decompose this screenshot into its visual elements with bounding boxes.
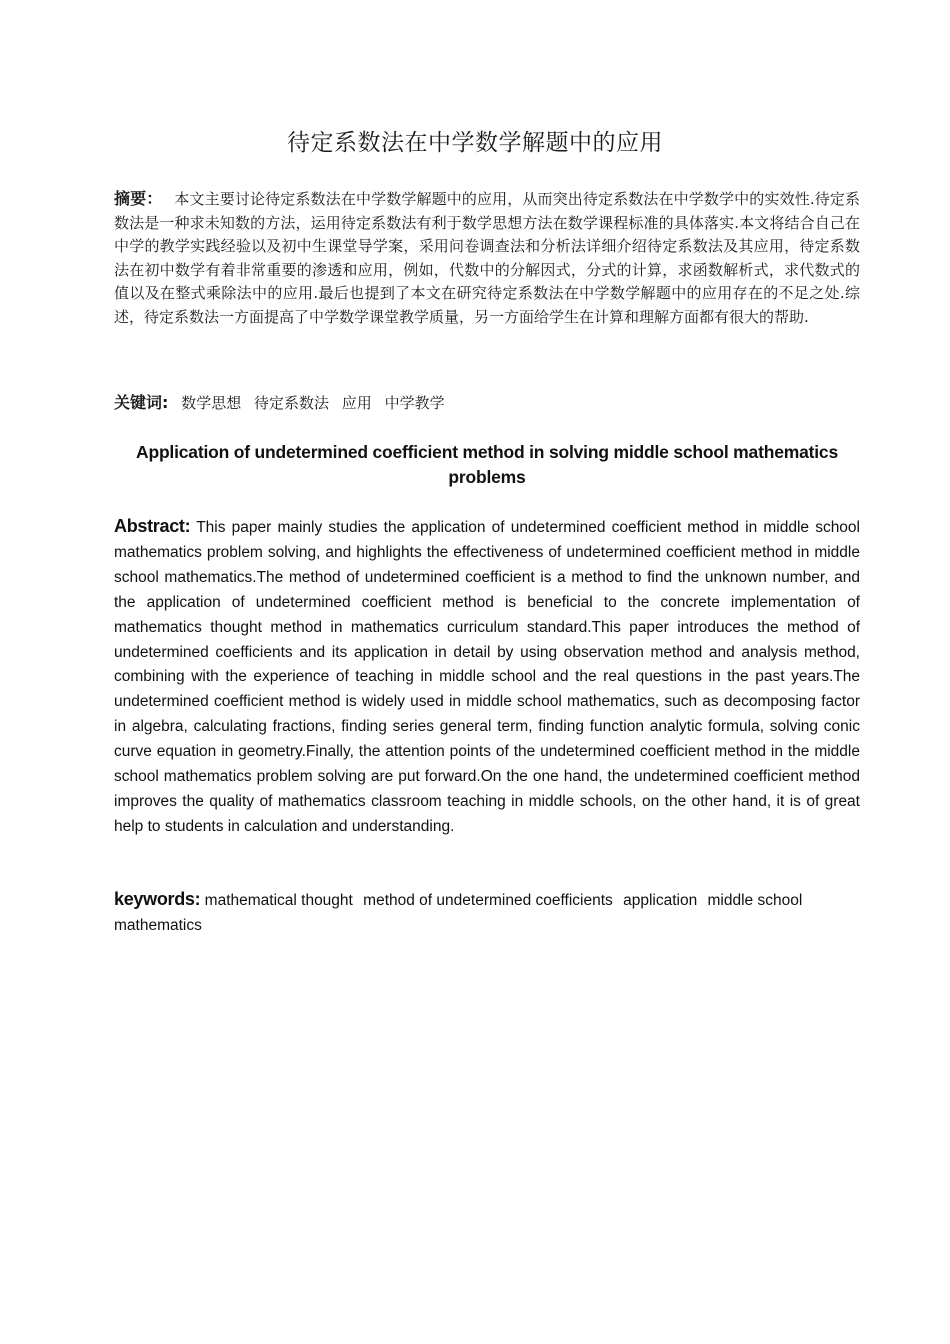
english-abstract-label: Abstract: — [114, 516, 191, 536]
english-title: Application of undetermined coefficient method in solving middle school mathematics problems — [136, 442, 838, 487]
chinese-title: 待定系数法在中学数学解题中的应用 — [287, 130, 663, 156]
chinese-keywords-label: 关键词: — [114, 393, 169, 412]
chinese-keywords — [114, 391, 860, 415]
chinese-abstract-label: 摘要： — [114, 189, 163, 208]
chinese-abstract-text: 本文主要讨论待定系数法在中学数学解题中的应用，从而突出待定系数法在中学数学中的实效性.待定系数法是一种求未知数的方法，运用待定系数法有利于数学思想方法在数学课程标准的具体落实.本文将结合自己在中学的教学实践经验以及初中生课堂导学案，采用问卷调查法和分析法详细介绍待定系数法及其应用，待定系数法在初中数学有着非常重要的渗透和应用，例如，代数中的分解因式，分式的计算，求函数解析式，求代数式的值以及在整式乘除法中的应用.最后也提到了本文在研究待定系数法在中学数学解题中的应用存在的不足之处.综述，待定系数法一方面提高了中学数学课堂教学质量，另一方面给学生在计算和理解方面都有很大的帮助. — [114, 190, 860, 326]
english-abstract — [114, 514, 860, 840]
english-keyword: middle school mathematics — [114, 892, 803, 934]
chinese-keyword: 待定系数法 — [253, 394, 329, 412]
chinese-keyword: 中学教学 — [384, 394, 445, 412]
chinese-abstract — [114, 187, 860, 329]
english-keywords-label: keywords: — [114, 889, 201, 909]
chinese-keyword: 应用 — [341, 394, 372, 412]
english-abstract-text: This paper mainly studies the application of undetermined coefficient method in middle school mathematics problem solving, and highlights the effectiveness of undetermined coefficient method in middle school mathematics.The method of undetermined coefficient is a method to find the unknown number, and the application of undetermined coefficient method is beneficial to the concrete implementation of mathematics thought method in mathematics curriculum standard.This paper introduces the method of undetermined coefficients and its application in detail by using observation method and analysis method, combining with the experience of teaching in middle school and the real questions in the past years.The undetermined coefficient method is widely used in middle school mathematics, such as decomposing factor in algebra, calculating fractions, finding series general term, finding function analytic formula, solving conic curve equation in geometry.Finally, the attention points of the undetermined coefficient method in the middle school mathematics problem solving are put forward.On the one hand, the undetermined coefficient method improves the quality of mathematics classroom teaching in middle schools, on the other hand, it is of great help to students in calculation and understanding. — [114, 519, 860, 835]
english-keywords — [114, 887, 860, 938]
english-keyword: application — [623, 892, 698, 909]
english-keyword: method of undetermined coefficients — [363, 892, 613, 909]
english-keyword: mathematical thought — [204, 892, 353, 909]
chinese-keyword: 数学思想 — [181, 394, 242, 412]
